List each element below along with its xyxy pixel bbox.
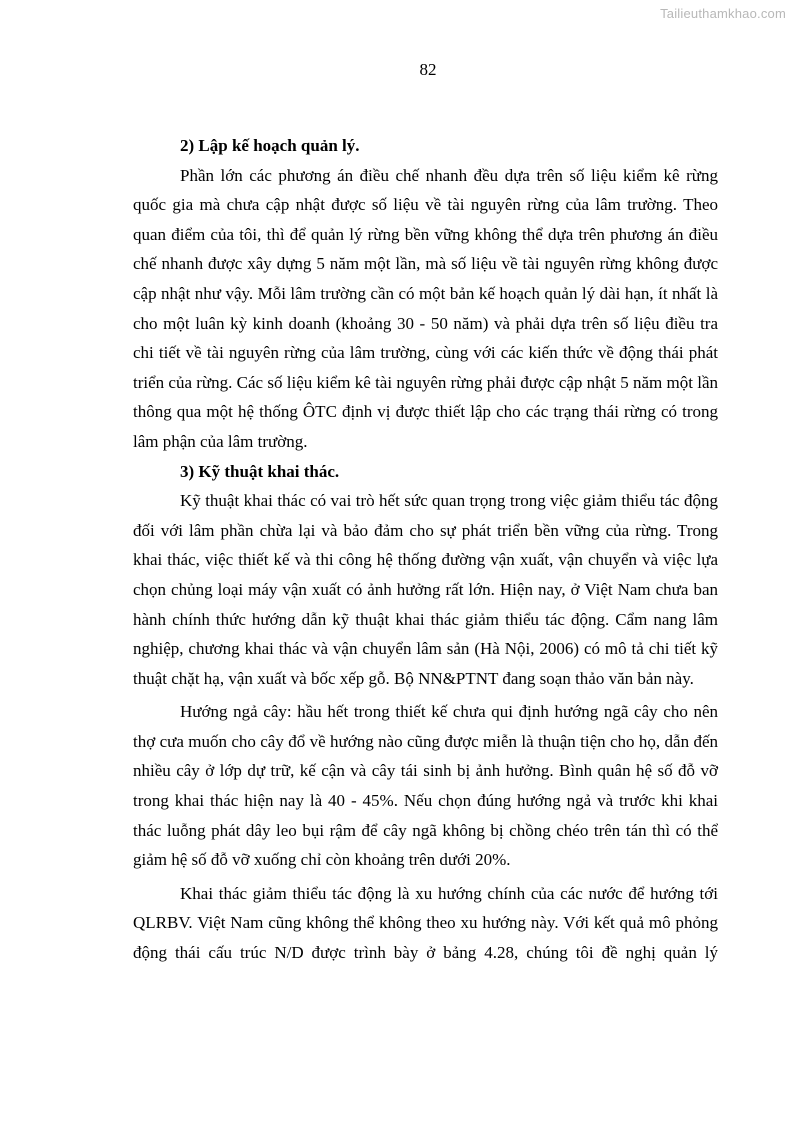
page-number: 82 (419, 60, 437, 79)
document-body (133, 131, 718, 968)
paragraph-reduced-impact-logging: Khai thác giảm thiểu tác động là xu hướng chính của các nước để hướng tới QLRBV. Việt Nam cũng không thể không theo xu hướng này. Với kết quả mô phỏng động thái cấu trúc N/D được trình bày ở bảng 4.28, chúng tôi đề nghị quản lý (133, 883, 718, 963)
paragraph-planning: Phần lớn các phương án điều chế nhanh đều dựa trên số liệu kiểm kê rừng quốc gia mà chưa cập nhật được số liệu về tài nguyên rừng của lâm trường. Theo quan điểm của tôi, thì để quản lý rừng bền vững không thể dựa trên phương án điều chế nhanh được xây dựng 5 năm một lần, mà số liệu về tài nguyên rừng không được cập nhật như vậy. Mỗi lâm trường cần có một bản kế hoạch quản lý dài hạn, ít nhất là cho một luân kỳ kinh doanh (khoảng 30 - 50 năm) và phải dựa trên số liệu điều tra chi tiết về tài nguyên rừng của lâm trường, cùng với các kiến thức về động thái phát triển của rừng. Các số liệu kiểm kê tài nguyên rừng phải được cập nhật 5 năm một lần thông qua một hệ thống ÔTC định vị được thiết lập cho các trạng thái rừng có trong lâm phận của lâm trường. (133, 165, 718, 451)
paragraph-felling-direction: Hướng ngả cây: hầu hết trong thiết kế chưa qui định hướng ngã cây cho nên thợ cưa muốn cho cây đổ về hướng nào cũng được miễn là thuận tiện cho họ, dẫn đến nhiều cây ở lớp dự trữ, kế cận và cây tái sinh bị ảnh hưởng. Bình quân hệ số đỗ vỡ trong khai thác hiện nay là 40 - 45%. Nếu chọn đúng hướng ngả và trước khi khai thác luỗng phát dây leo bụi rậm để cây ngã không bị chồng chéo trên tán thì có thể giảm hệ số đỗ vỡ xuống chỉ còn khoảng trên dưới 20%. (133, 702, 718, 870)
watermark: Tailieuthamkhao.com (660, 6, 786, 21)
section-heading-harvesting: 3) Kỹ thuật khai thác. (180, 461, 340, 481)
paragraph-harvesting-technique: Kỹ thuật khai thác có vai trò hết sức quan trọng trong việc giảm thiểu tác động đối với lâm phần chừa lại và bảo đảm cho sự phát triển bền vững của rừng. Trong khai thác, việc thiết kế và thi công hệ thống đường vận xuất, vận chuyển và việc lựa chọn chủng loại máy vận xuất có ảnh hưởng rất lớn. Hiện nay, ở Việt Nam chưa ban hành chính thức hướng dẫn kỹ thuật khai thác giảm thiểu tác động. Cẩm nang lâm nghiệp, chương khai thác và vận chuyển lâm sản (Hà Nội, 2006) có mô tả chi tiết kỹ thuật chặt hạ, vận xuất và bốc xếp gỗ. Bộ NN&PTNT đang soạn thảo văn bản này. (133, 491, 718, 688)
section-heading-planning: 2) Lập kế hoạch quản lý. (180, 136, 360, 155)
